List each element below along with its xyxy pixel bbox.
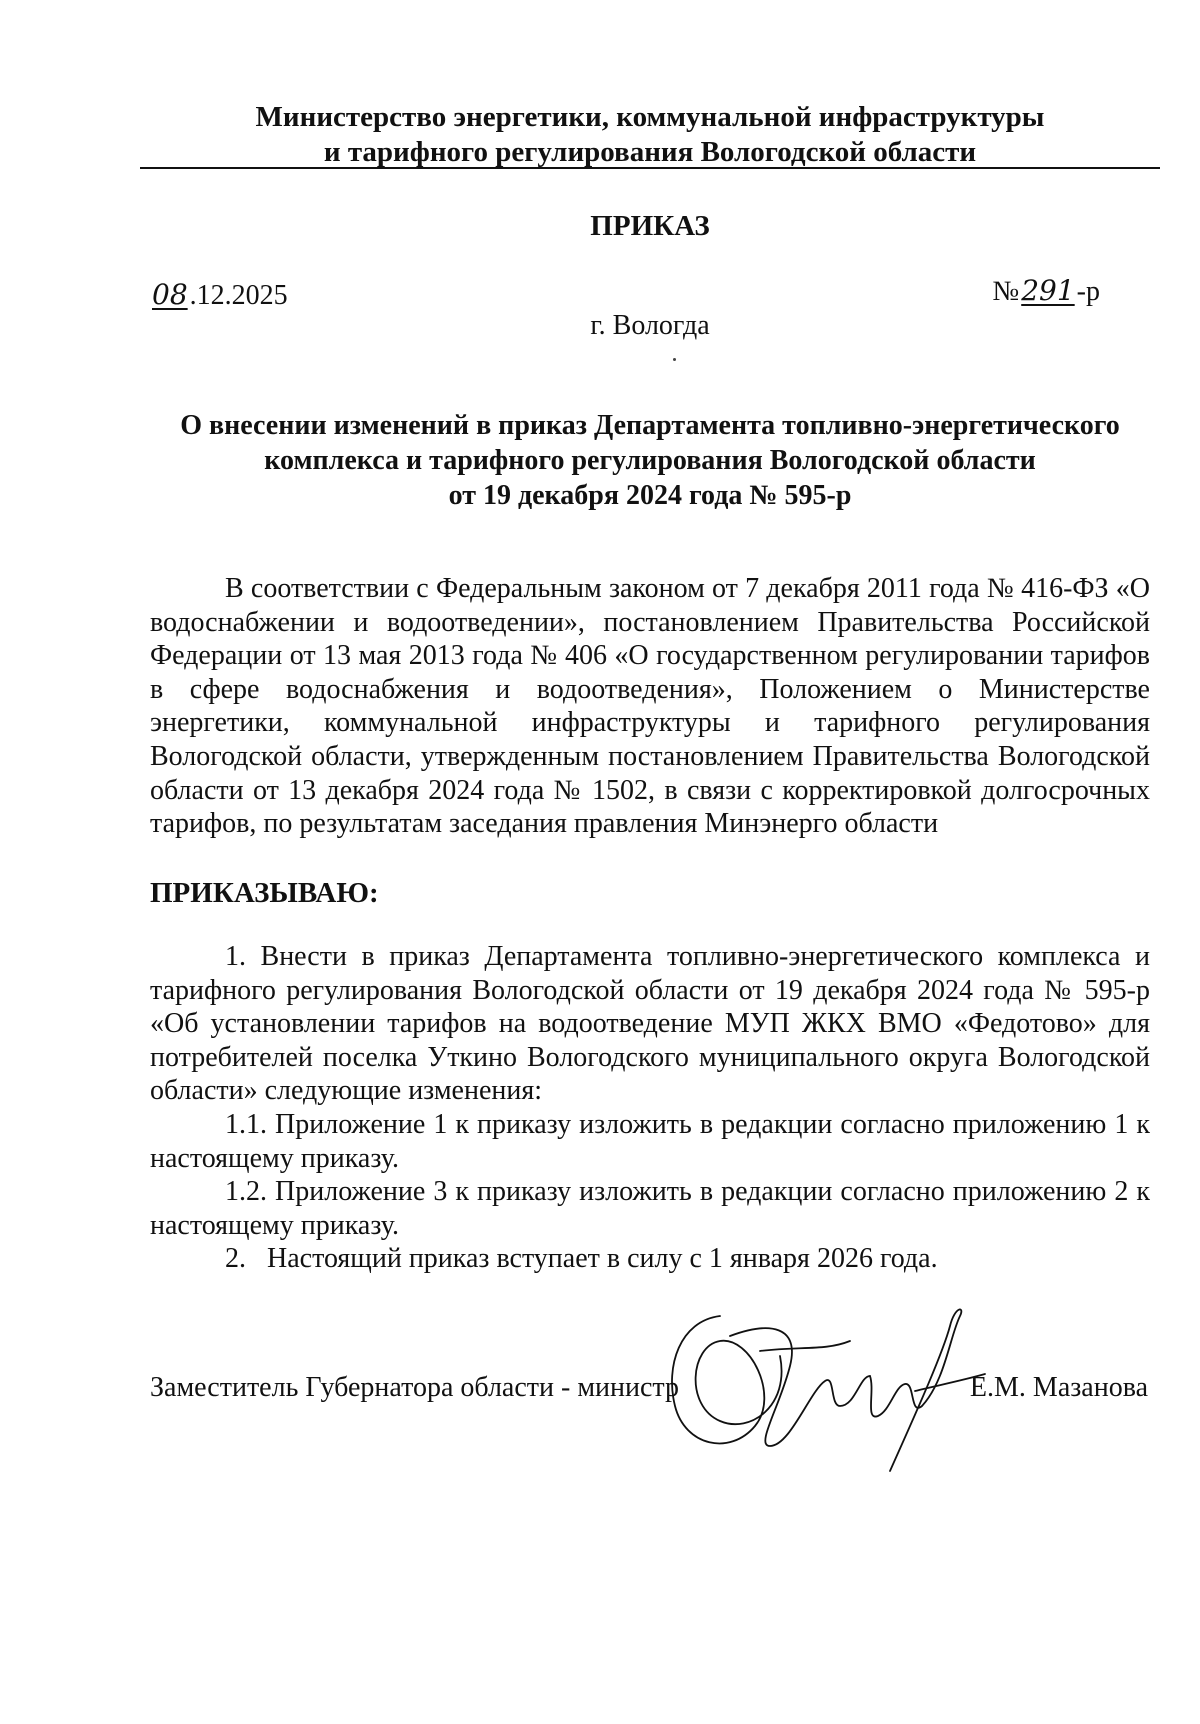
preamble-paragraph: В соответствии с Федеральным законом от 7 декабря 2011 года № 416-ФЗ «О водоснабжении и водоотведении», постановлением Правительства Российской Федерации от 13 мая 2013 года № 406 «О государственном регулировании тарифов в сфере водоснабжения и водоотведения», Положением о Министерстве энергетики, коммунальной инфраструктуры и тарифного регулирования Вологодской области, утвержденным постановлением Правительства Вологодской области от 13 декабря 2024 года № 1502, в связи с корректировкой долгосрочных тарифов, по результатам заседания правления Минэнерго области — [150, 573, 1150, 840]
document-number — [993, 274, 1101, 308]
date-month-year: .12.2025 — [189, 280, 288, 311]
order-item: 1.2. Приложение 3 к приказу изложить в редакции согласно приложению 2 к настоящему приказу. — [150, 1176, 1150, 1241]
number-value-handwritten: 291 — [1021, 274, 1075, 307]
document-date — [150, 278, 288, 312]
order-item: 2. Настоящий приказ вступает в силу с 1 января 2026 года. — [225, 1243, 938, 1275]
document-city: г. Вологда — [590, 310, 710, 341]
decree-word: ПРИКАЗЫВАЮ: — [150, 877, 379, 909]
signer-name: Е.М. Мазанова — [969, 1372, 1148, 1403]
order-items — [150, 940, 1150, 1276]
order-item: 1.1. Приложение 1 к приказу изложить в редакции согласно приложению 1 к настоящему приказу. — [150, 1108, 1150, 1174]
header-divider — [140, 167, 1160, 169]
handwritten-signature — [660, 1296, 990, 1486]
date-day-handwritten: 08 — [152, 278, 188, 311]
title-line-2: комплекса и тарифного регулирования Вологодской области — [264, 445, 1036, 476]
number-suffix: -р — [1076, 276, 1100, 307]
ministry-header — [140, 100, 1160, 170]
order-item: 1. Внести в приказ Департамента топливно-энергетического комплекса и тарифного регулирования Вологодской области от 19 декабря 2024 года № 595-р «Об установлении тарифов на водоотведение МУП ЖКХ ВМО «Федотово» для потребителей поселка Уткино Вологодского муниципального округа Вологодской области» следующие изменения: — [150, 941, 1150, 1107]
ministry-line-1: Министерство энергетики, коммунальной инфраструктуры — [255, 101, 1045, 133]
number-prefix: № — [992, 276, 1020, 307]
scan-dot — [673, 358, 676, 361]
signer-position: Заместитель Губернатора области - министр — [150, 1372, 679, 1403]
document-title — [150, 408, 1150, 513]
title-line-1: О внесении изменений в приказ Департамента топливно-энергетического — [180, 410, 1120, 441]
document-type: ПРИКАЗ — [590, 210, 710, 242]
ministry-line-2: и тарифного регулирования Вологодской области — [323, 136, 977, 168]
title-line-3: от 19 декабря 2024 года № 595-р — [448, 480, 852, 511]
